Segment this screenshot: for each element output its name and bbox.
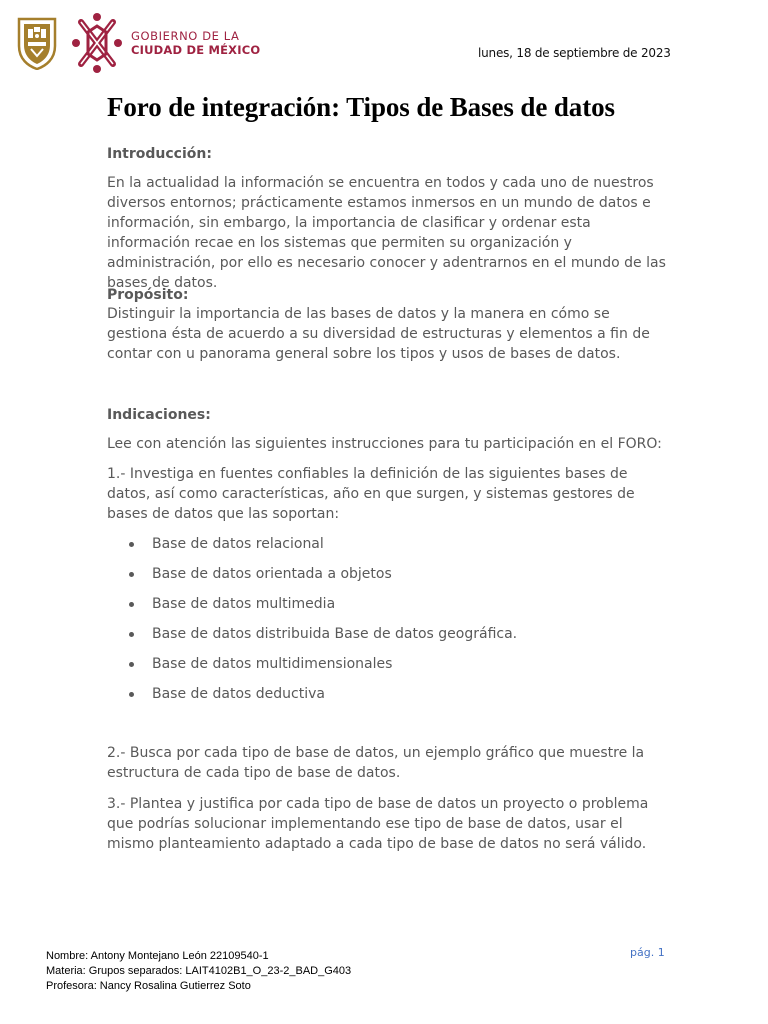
footer-profesora: Profesora: Nancy Rosalina Gutierrez Soto	[46, 980, 251, 992]
document-date: lunes, 18 de septiembre de 2023	[478, 46, 671, 60]
list-item-label: Base de datos relacional	[152, 536, 324, 552]
step-3-text: 3.- Plantea y justifica por cada tipo de base de datos un proyecto o problema que podrías solucionar implementando ese tipo de base de datos, usar el mismo planteamiento adaptado a cada tipo de base de datos no será válido.	[107, 796, 649, 852]
bullet-icon	[129, 632, 134, 637]
list-item-label: Base de datos deductiva	[152, 686, 325, 702]
list-item-label: Base de datos distribuida Base de datos geográfica.	[152, 626, 518, 642]
bullet-icon	[129, 602, 134, 607]
list-item	[107, 654, 517, 684]
footer-info	[46, 949, 351, 994]
list-item	[107, 564, 517, 594]
intro-heading: Introducción:	[107, 146, 212, 162]
bullet-icon	[129, 542, 134, 547]
list-item	[107, 684, 517, 714]
intro-paragraph: En la actualidad la información se encuentra en todos y cada uno de nuestros diversos entornos; prácticamente estamos inmersos en un mundo de datos e información, sin embargo, la importancia de clasificar y ordenar esta información recae en los sistemas que permiten su organización y administración, por ello es necesario conocer y adentrarnos en el mundo de las bases de datos.	[107, 175, 666, 291]
footer-nombre: Nombre: Antony Montejano León 22109540-1	[46, 950, 269, 962]
footer-materia: Materia: Grupos separados: LAIT4102B1_O_23-2_BAD_G403	[46, 965, 352, 977]
list-item-label: Base de datos multidimensionales	[152, 656, 393, 672]
gov-line-1: GOBIERNO DE LA	[131, 29, 240, 43]
list-item	[107, 594, 517, 624]
list-item-label: Base de datos multimedia	[152, 596, 336, 612]
cdmx-emblem-logo	[72, 12, 122, 74]
escudo-cdmx-logo	[16, 16, 58, 70]
bullet-icon	[129, 662, 134, 667]
proposito-paragraph: Distinguir la importancia de las bases de datos y la manera en cómo se gestiona ésta de acuerdo a su diversidad de estructuras y elementos a fin de contar con u panorama general sobre los tipos y usos de bases de datos.	[107, 306, 650, 362]
page-title: Foro de integración: Tipos de Bases de datos	[107, 92, 615, 122]
list-item	[107, 624, 517, 654]
list-item	[107, 534, 517, 564]
bullet-icon	[129, 692, 134, 697]
list-item-label: Base de datos orientada a objetos	[152, 566, 392, 582]
indicaciones-intro: Lee con atención las siguientes instrucciones para tu participación en el FORO:	[107, 436, 662, 452]
step-2-text: 2.- Busca por cada tipo de base de datos, un ejemplo gráfico que muestre la estructura de cada tipo de base de datos.	[107, 745, 645, 781]
page-number: pág. 1	[630, 946, 665, 959]
bullet-icon	[129, 572, 134, 577]
indicaciones-heading: Indicaciones:	[107, 407, 211, 423]
database-types-list	[107, 534, 517, 714]
proposito-heading: Propósito:	[107, 287, 189, 303]
gov-line-2: CIUDAD DE MÉXICO	[131, 43, 261, 57]
government-name	[131, 29, 260, 57]
step-1-text: 1.- Investiga en fuentes confiables la definición de las siguientes bases de datos, así como características, año en que surgen, y sistemas gestores de bases de datos que las soportan:	[107, 466, 635, 522]
